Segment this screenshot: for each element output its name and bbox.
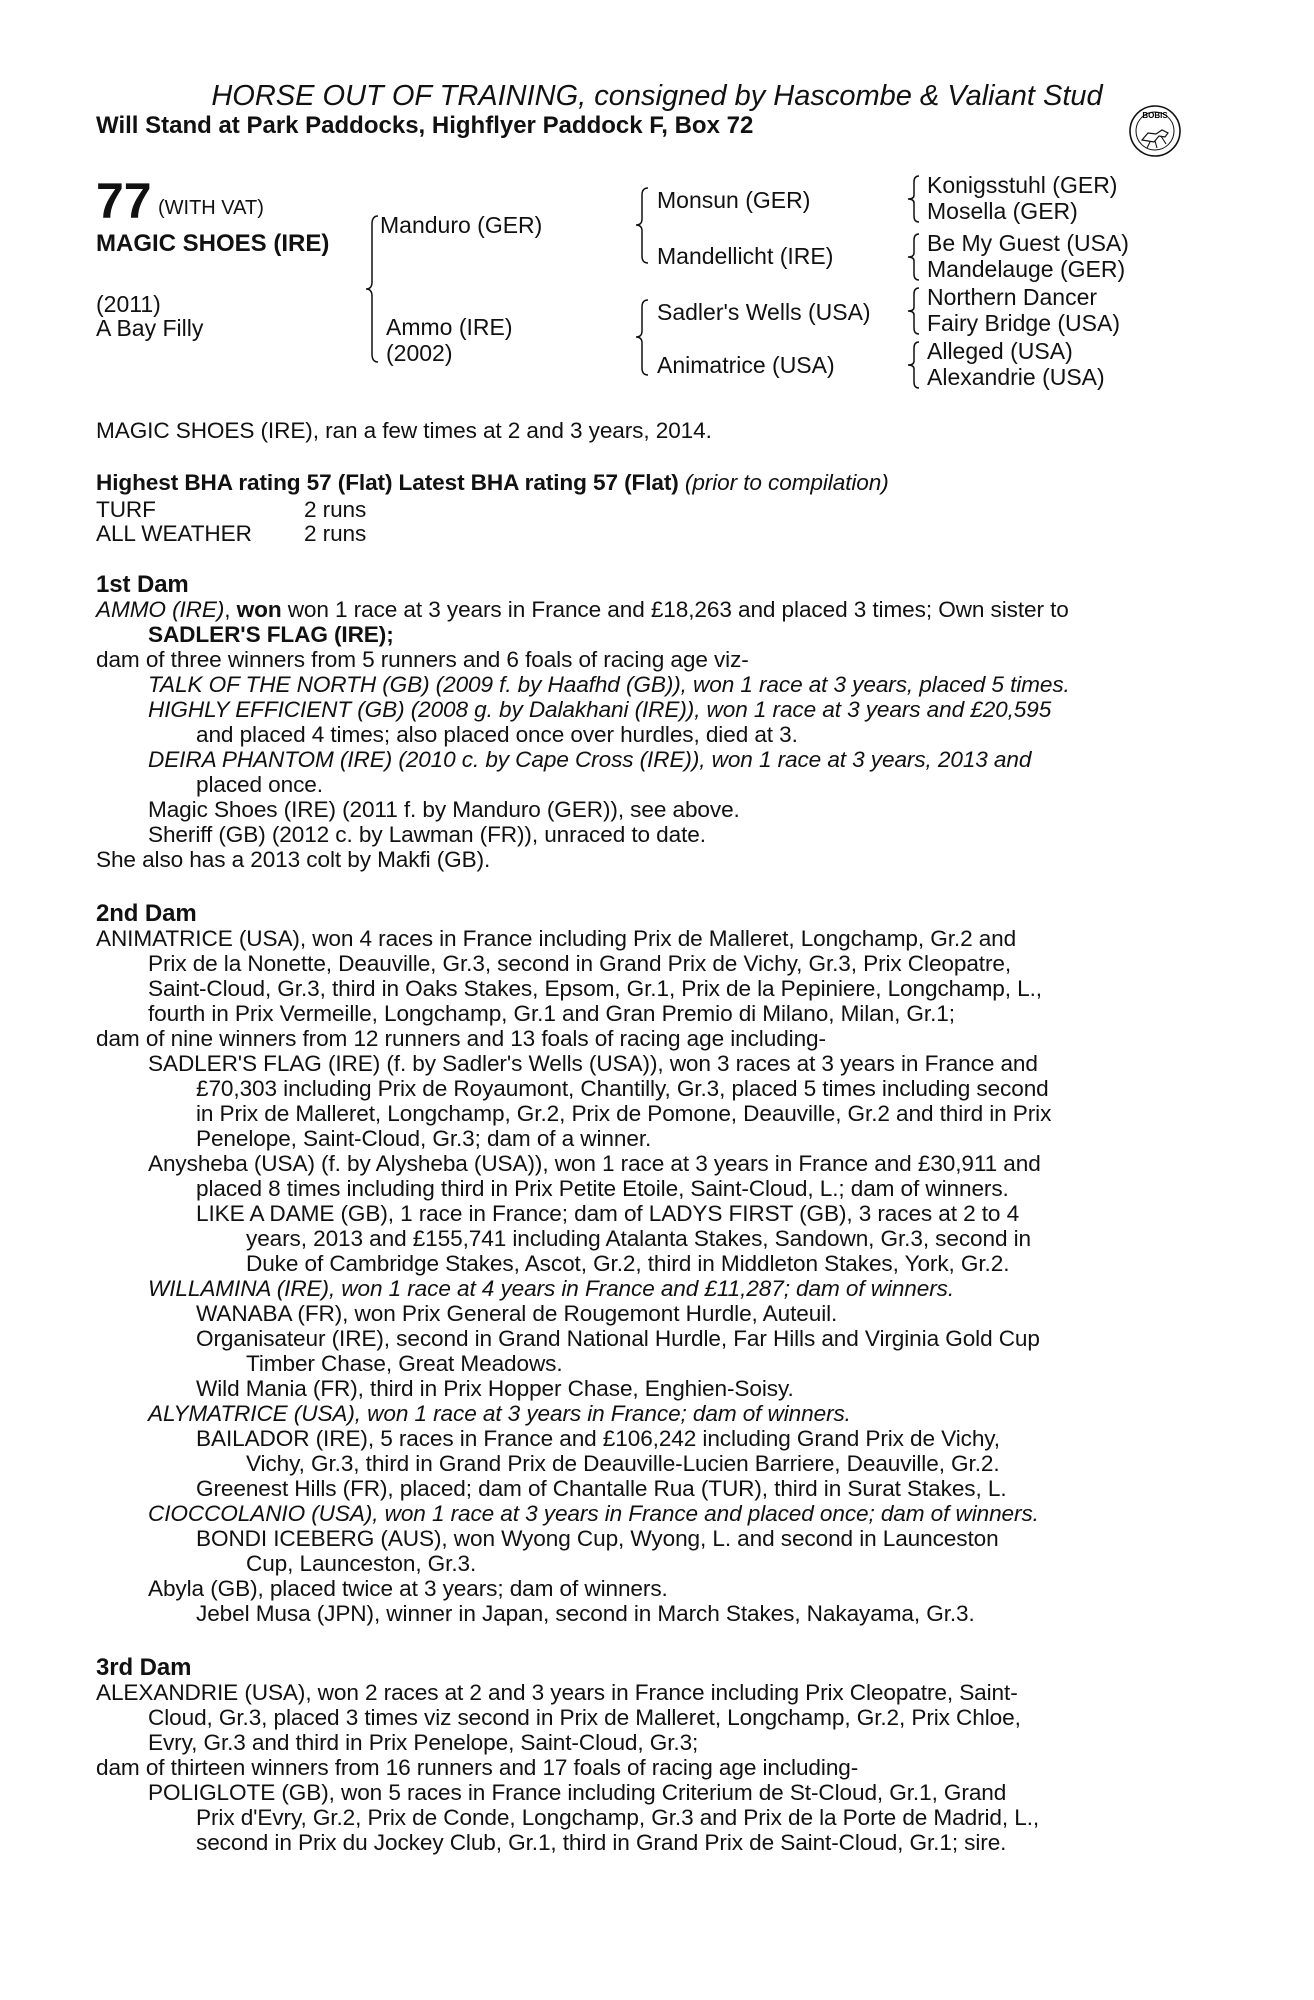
first-dam-heading: 1st Dam	[96, 571, 189, 598]
second-dam-line: LIKE A DAME (GB), 1 race in France; dam of LADYS FIRST (GB), 3 races at 2 to 4	[196, 1201, 1020, 1226]
second-dam-line: placed 8 times including third in Prix Petite Etoile, Saint-Cloud, L.; dam of winners.	[196, 1176, 1009, 1201]
pedigree-g6: Fairy Bridge (USA)	[927, 310, 1120, 336]
second-dam-line: Cup, Launceston, Gr.3.	[246, 1551, 477, 1576]
produce-line: DEIRA PHANTOM (IRE) (2010 c. by Cape Cross (IRE)), won 1 race at 3 years, 2013 and	[148, 747, 1032, 772]
pedigree-g2: Mosella (GER)	[927, 198, 1078, 224]
second-dam-heading: 2nd Dam	[96, 900, 197, 927]
second-dam-line: Greenest Hills (FR), placed; dam of Chantalle Rua (TUR), third in Surat Stakes, L.	[196, 1476, 1007, 1501]
second-dam-line: Duke of Cambridge Stakes, Ascot, Gr.2, third in Middleton Stakes, York, Gr.2.	[246, 1251, 1010, 1276]
pedigree-g5: Northern Dancer	[927, 284, 1098, 310]
third-dam-line: second in Prix du Jockey Club, Gr.1, third in Grand Prix de Saint-Cloud, Gr.1; sire.	[196, 1830, 1007, 1855]
pedigree-bracket-2	[634, 186, 654, 266]
bobis-logo	[1128, 104, 1182, 158]
pedigree-g8: Alexandrie (USA)	[927, 364, 1105, 390]
pedigree-bracket-4	[905, 174, 925, 226]
foaling-year: (2011)	[96, 291, 161, 317]
second-dam-line: years, 2013 and £155,741 including Atalanta Stakes, Sandown, Gr.3, second in	[246, 1226, 1031, 1251]
second-dam-line: ALYMATRICE (USA), won 1 race at 3 years in France; dam of winners.	[148, 1401, 851, 1426]
horse-name: MAGIC SHOES (IRE)	[96, 230, 330, 257]
pedigree-g1: Konigsstuhl (GER)	[927, 172, 1118, 198]
first-dam-line: dam of three winners from 5 runners and 6 foals of racing age viz-	[96, 647, 749, 672]
horse-description: A Bay Filly	[96, 315, 204, 341]
pedigree-sire: Manduro (GER)	[380, 212, 543, 238]
lot-number: 77	[96, 173, 152, 229]
second-dam-line: BONDI ICEBERG (AUS), won Wyong Cup, Wyong, L. and second in Launceston	[196, 1526, 999, 1551]
pedigree-dam-dam: Animatrice (USA)	[657, 352, 835, 378]
third-dam-line: dam of thirteen winners from 16 runners and 17 foals of racing age including-	[96, 1755, 859, 1780]
pedigree-g4: Mandelauge (GER)	[927, 256, 1126, 282]
stabling-location: Will Stand at Park Paddocks, Highflyer Paddock F, Box 72	[96, 112, 754, 139]
race-summary: MAGIC SHOES (IRE), ran a few times at 2 and 3 years, 2014.	[96, 418, 712, 443]
pedigree-bracket-1	[364, 214, 384, 364]
third-dam-line: Evry, Gr.3 and third in Prix Penelope, Saint-Cloud, Gr.3;	[148, 1730, 699, 1755]
pedigree-bracket-7	[905, 340, 925, 392]
second-dam-line: fourth in Prix Vermeille, Longchamp, Gr.1 and Gran Premio di Milano, Milan, Gr.1;	[148, 1001, 955, 1026]
third-dam-line: ALEXANDRIE (USA), won 2 races at 2 and 3 years in France including Prix Cleopatre, Saint-	[96, 1680, 1018, 1705]
pedigree-dam: Ammo (IRE)	[386, 314, 513, 340]
second-dam-line: CIOCCOLANIO (USA), won 1 race at 3 years in France and placed once; dam of winners.	[148, 1501, 1039, 1526]
pedigree-sire-sire: Monsun (GER)	[657, 187, 811, 213]
second-dam-line: Organisateur (IRE), second in Grand National Hurdle, Far Hills and Virginia Gold Cup	[196, 1326, 1040, 1351]
bha-ratings: Highest BHA rating 57 (Flat) Latest BHA rating 57 (Flat)	[96, 470, 679, 495]
second-dam-line: Abyla (GB), placed twice at 3 years; dam of winners.	[148, 1576, 668, 1601]
pedigree-sire-dam: Mandellicht (IRE)	[657, 243, 834, 269]
produce-line: She also has a 2013 colt by Makfi (GB).	[96, 847, 491, 872]
consignor-heading: HORSE OUT OF TRAINING, consigned by Hascombe & Valiant Stud	[211, 80, 1103, 112]
pedigree-dam-year: (2002)	[386, 340, 453, 366]
second-dam-line: WILLAMINA (IRE), won 1 race at 4 years in France and £11,287; dam of winners.	[148, 1276, 955, 1301]
pedigree-g7: Alleged (USA)	[927, 338, 1073, 364]
svg-text:BOBIS: BOBIS	[1142, 111, 1168, 120]
pedigree-bracket-6	[905, 286, 925, 338]
produce-line: Sheriff (GB) (2012 c. by Lawman (FR)), unraced to date.	[148, 822, 706, 847]
ratings-row-turf: TURF 2 runs	[96, 497, 367, 522]
first-dam-line: AMMO (IRE), won won 1 race at 3 years in France and £18,263 and placed 3 times; Own sister to	[96, 597, 1069, 622]
second-dam-line: dam of nine winners from 12 runners and 13 foals of racing age including-	[96, 1026, 826, 1051]
pedigree-g3: Be My Guest (USA)	[927, 230, 1129, 256]
second-dam-line: in Prix de Malleret, Longchamp, Gr.2, Prix de Pomone, Deauville, Gr.2 and third in Prix	[196, 1101, 1052, 1126]
vat-note: (WITH VAT)	[158, 197, 264, 219]
second-dam-line: £70,303 including Prix de Royaumont, Chantilly, Gr.3, placed 5 times including second	[196, 1076, 1049, 1101]
second-dam-line: Prix de la Nonette, Deauville, Gr.3, second in Grand Prix de Vichy, Gr.3, Prix Cleopatre,	[148, 951, 1012, 976]
second-dam-line: Penelope, Saint-Cloud, Gr.3; dam of a winner.	[196, 1126, 652, 1151]
produce-line: and placed 4 times; also placed once over hurdles, died at 3.	[196, 722, 798, 747]
third-dam-line: POLIGLOTE (GB), won 5 races in France including Criterium de St-Cloud, Gr.1, Grand	[148, 1780, 1007, 1805]
second-dam-line: Saint-Cloud, Gr.3, third in Oaks Stakes, Epsom, Gr.1, Prix de la Pepiniere, Longchamp, L.,	[148, 976, 1042, 1001]
third-dam-line: Prix d'Evry, Gr.2, Prix de Conde, Longchamp, Gr.3 and Prix de la Porte de Madrid, L.,	[196, 1805, 1040, 1830]
second-dam-line: ANIMATRICE (USA), won 4 races in France including Prix de Malleret, Longchamp, Gr.2 and	[96, 926, 1017, 951]
pedigree-bracket-5	[905, 232, 925, 284]
first-dam-line: SADLER'S FLAG (IRE);	[148, 622, 394, 647]
pedigree-bracket-3	[634, 298, 654, 378]
second-dam-line: Anysheba (USA) (f. by Alysheba (USA)), won 1 race at 3 years in France and £30,911 and	[148, 1151, 1041, 1176]
second-dam-line: WANABA (FR), won Prix General de Rougemont Hurdle, Auteuil.	[196, 1301, 838, 1326]
ratings-row-aw: ALL WEATHER 2 runs	[96, 521, 367, 546]
pedigree-dam-sire: Sadler's Wells (USA)	[657, 299, 871, 325]
third-dam-line: Cloud, Gr.3, placed 3 times viz second in Prix de Malleret, Longchamp, Gr.2, Prix Chloe,	[148, 1705, 1021, 1730]
produce-line: TALK OF THE NORTH (GB) (2009 f. by Haafhd (GB)), won 1 race at 3 years, placed 5 times.	[148, 672, 1070, 697]
ratings-note: (prior to compilation)	[684, 470, 889, 495]
second-dam-line: Jebel Musa (JPN), winner in Japan, second in March Stakes, Nakayama, Gr.3.	[196, 1601, 975, 1626]
second-dam-line: Wild Mania (FR), third in Prix Hopper Chase, Enghien-Soisy.	[196, 1376, 794, 1401]
second-dam-line: Vichy, Gr.3, third in Grand Prix de Deauville-Lucien Barriere, Deauville, Gr.2.	[246, 1451, 1000, 1476]
second-dam-line: BAILADOR (IRE), 5 races in France and £106,242 including Grand Prix de Vichy,	[196, 1426, 1000, 1451]
produce-line: HIGHLY EFFICIENT (GB) (2008 g. by Dalakhani (IRE)), won 1 race at 3 years and £20,595	[148, 697, 1052, 722]
second-dam-line: SADLER'S FLAG (IRE) (f. by Sadler's Wells (USA)), won 3 races at 3 years in France and	[148, 1051, 1038, 1076]
produce-line: placed once.	[196, 772, 323, 797]
second-dam-line: Timber Chase, Great Meadows.	[246, 1351, 563, 1376]
third-dam-heading: 3rd Dam	[96, 1654, 192, 1681]
produce-line: Magic Shoes (IRE) (2011 f. by Manduro (GER)), see above.	[148, 797, 740, 822]
